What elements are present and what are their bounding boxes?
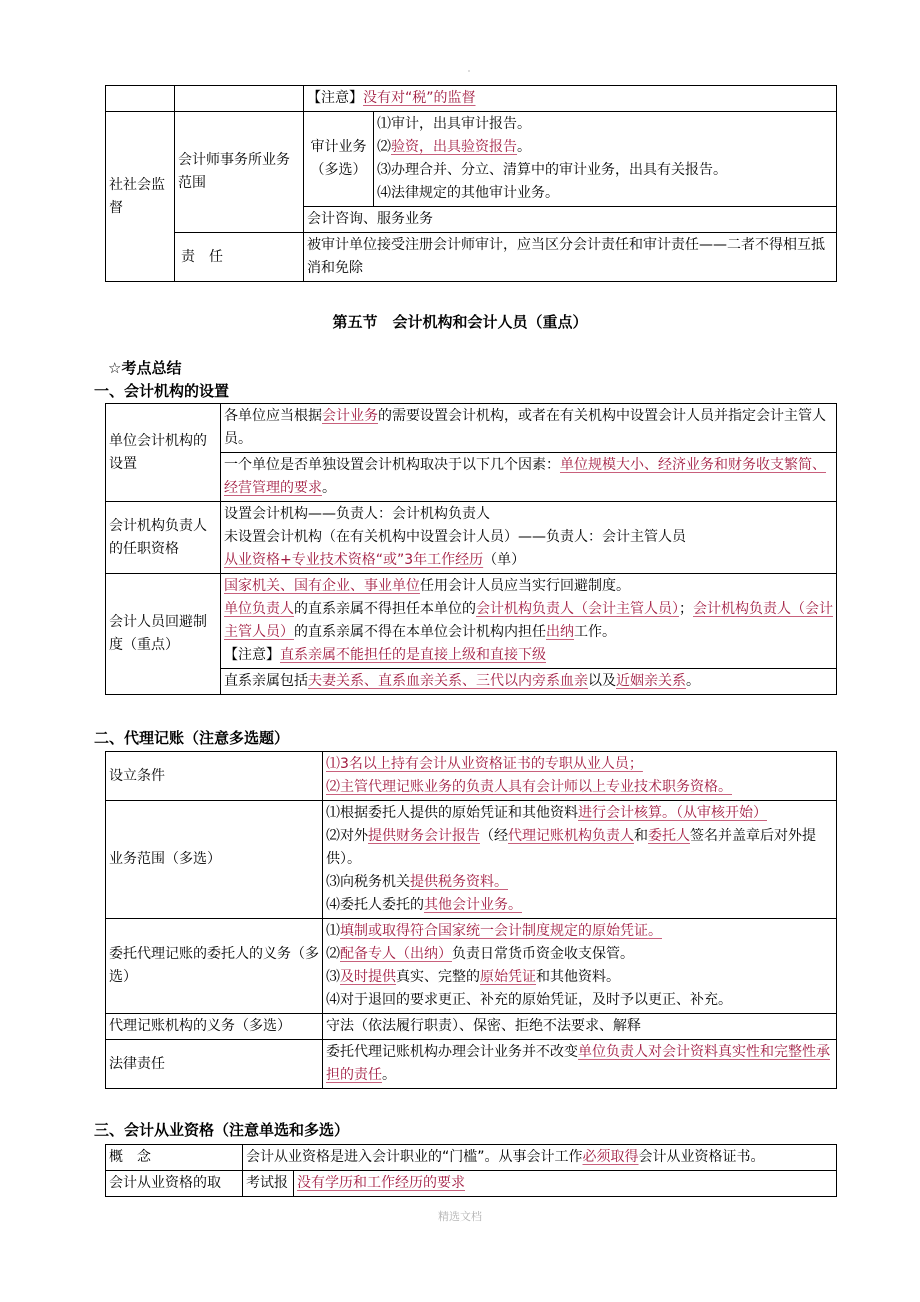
page-footer: 精选文档 — [438, 1210, 482, 1223]
list-item: ⑶办理合并、分立、清算中的审计业务，出具有关报告。 — [377, 162, 727, 178]
table-cell: 被审计单位接受注册会计师审计，应当区分会计责任和审计责任——二者不得相互抵消和免除 — [304, 233, 837, 282]
row-header: 代理记账机构的义务（多选） — [106, 1014, 323, 1040]
heading-3: 三、会计从业资格（注意单选和多选） — [94, 1121, 350, 1139]
qualification-table — [105, 1144, 837, 1197]
row-header: 业务范围（多选） — [106, 801, 323, 919]
row-header: 概 念 — [106, 1145, 243, 1171]
table-row — [106, 919, 837, 1014]
table-cell: 设置会计机构——负责人：会计机构负责人 未设置会计机构（在有关机构中设置会计人员）——负责人：会计主管人员 从业资格+专业技术资格“或”3年工作经历（单） — [221, 502, 837, 574]
table-cell — [106, 86, 175, 112]
row-subheader: 责 任 — [175, 233, 304, 282]
table-cell: 各单位应当根据会计业务的需要设置会计机构，或者在有关机构中设置会计人员并指定会计主管人员。 — [221, 404, 837, 453]
table-cell: 委托代理记账机构办理会计业务并不改变单位负责人对会计资料真实性和完整性承担的责任。 — [323, 1040, 837, 1089]
row-header: 委托代理记账的委托人的义务（多选） — [106, 919, 323, 1014]
accounting-org-table — [105, 403, 837, 695]
heading-2: 二、代理记账（注意多选题） — [94, 729, 290, 747]
table-row — [106, 1145, 837, 1171]
row-subheader: 会计师事务所业务范围 — [175, 112, 304, 233]
list-item: ⑴审计，出具审计报告。 — [377, 116, 531, 132]
table-cell: 直系亲属包括夫妻关系、直系血亲关系、三代以内旁系血亲以及近姻亲关系。 — [221, 669, 837, 695]
row-subheader: 考试报 — [243, 1171, 294, 1197]
audit-table — [105, 85, 837, 282]
list-item: ⑷法律规定的其他审计业务。 — [377, 185, 559, 201]
table-row — [106, 502, 837, 574]
bookkeeping-table — [105, 751, 837, 1089]
table-row — [106, 112, 837, 207]
heading-1: 一、会计机构的设置 — [94, 382, 230, 400]
row-header: 会计机构负责人的任职资格 — [106, 502, 221, 574]
table-row — [106, 233, 837, 282]
table-row — [106, 1040, 837, 1089]
row-header: 社社会监督 — [106, 112, 175, 282]
table-cell: 国家机关、国有企业、事业单位任用会计人员应当实行回避制度。 单位负责人的直系亲属不得担任本单位的会计机构负责人（会计主管人员）；会计机构负责人（会计主管人员）的直系亲属不得在本单位会计机构内担任出纳工作。 【注意】直系亲属不能担任的是直接上级和直接下级 — [221, 574, 837, 669]
table-row — [106, 1014, 837, 1040]
table-cell — [175, 86, 304, 112]
row-header: 设立条件 — [106, 752, 323, 801]
section-title: 第五节 会计机构和会计人员（重点） — [332, 313, 588, 331]
row-header: 法律责任 — [106, 1040, 323, 1089]
list-item: ⑵验资，出具验资报告。 — [377, 139, 531, 155]
table-cell: 没有学历和工作经历的要求 — [294, 1171, 837, 1197]
table-row — [106, 801, 837, 919]
table-row — [106, 86, 837, 112]
table-row — [106, 1171, 837, 1197]
row-header: 会计从业资格的取 — [106, 1171, 243, 1197]
row-header: 会计人员回避制度（重点） — [106, 574, 221, 695]
scan-mark — [468, 70, 470, 72]
highlight-text: 没有对“税”的监督 — [363, 90, 476, 106]
table-row — [106, 574, 837, 669]
table-cell: 一个单位是否单独设置会计机构取决于以下几个因素：单位规模大小、经济业务和财务收支繁简、经营管理的要求。 — [221, 453, 837, 502]
table-row — [106, 404, 837, 453]
table-cell: ⑴根据委托人提供的原始凭证和其他资料进行会计核算。（从审核开始） ⑵对外提供财务会计报告（经代理记账机构负责人和委托人签名并盖章后对外提供）。 ⑶向税务机关提供税务资料。 ⑷委托人委托的其他会计业务。 — [323, 801, 837, 919]
table-cell: ⑴3名以上持有会计从业资格证书的专职从业人员； ⑵主管代理记账业务的负责人具有会计师以上专业技术职务资格。 — [323, 752, 837, 801]
summary-label: ☆考点总结 — [108, 359, 182, 377]
table-cell — [374, 112, 837, 207]
row-header: 单位会计机构的设置 — [106, 404, 221, 502]
table-row — [106, 752, 837, 801]
audit-label: 审计业务（多选） — [304, 112, 374, 207]
table-cell: 守法（依法履行职责）、保密、拒绝不法要求、解释 — [323, 1014, 837, 1040]
table-cell — [304, 86, 837, 112]
table-cell: 会计从业资格是进入会计职业的“门槛”。从事会计工作必须取得会计从业资格证书。 — [243, 1145, 837, 1171]
note-label: 【注意】 — [307, 90, 363, 106]
table-cell: ⑴填制或取得符合国家统一会计制度规定的原始凭证。 ⑵配备专人（出纳）负责日常货币资金收支保管。 ⑶及时提供真实、完整的原始凭证和其他资料。 ⑷对于退回的要求更正、补充的原始凭证，及时予以更正、补充。 — [323, 919, 837, 1014]
table-cell: 会计咨询、服务业务 — [304, 207, 837, 233]
